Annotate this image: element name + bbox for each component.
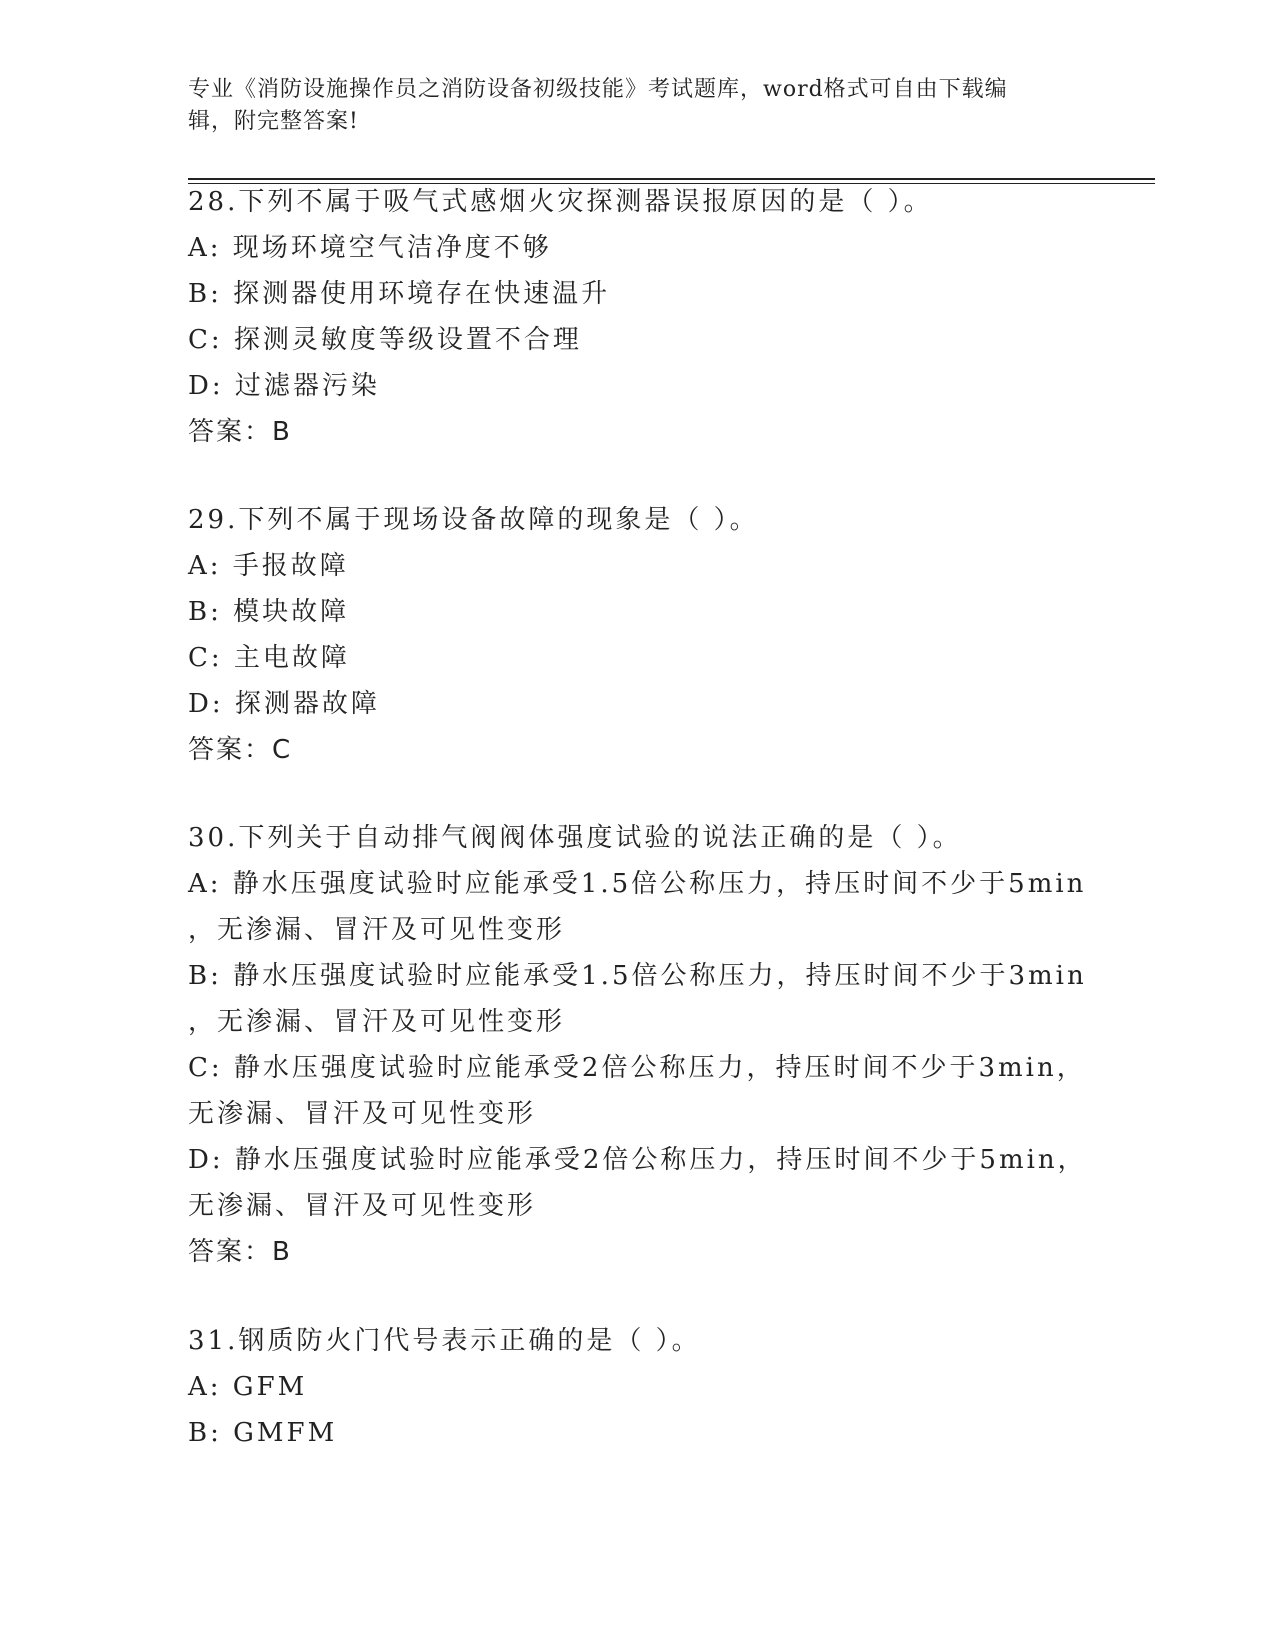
option-a-continued: ，无渗漏、冒汗及可见性变形 [188, 915, 566, 945]
question-stem: 29.下列不属于现场设备故障的现象是（ ）。 [188, 505, 759, 535]
answer-label: 答案：C [188, 735, 293, 765]
option-c: C: 主电故障 [188, 643, 350, 673]
question-stem: 30.下列关于自动排气阀阀体强度试验的说法正确的是（ ）。 [188, 823, 962, 853]
option-a: A: GFM [188, 1372, 308, 1402]
question-29 [188, 497, 1148, 773]
question-28 [188, 179, 1148, 455]
option-d: D: 探测器故障 [188, 689, 380, 719]
option-b: B: GMFM [188, 1418, 338, 1448]
option-d: D: 过滤器污染 [188, 371, 380, 401]
header-line-1: 专业《消防设施操作员之消防设备初级技能》考试题库，word格式可自由下载编 [188, 77, 1008, 102]
question-30 [188, 815, 1148, 1275]
option-c: C: 探测灵敏度等级设置不合理 [188, 325, 582, 355]
question-stem: 28.下列不属于吸气式感烟火灾探测器误报原因的是（ ）。 [188, 187, 933, 217]
option-b-continued: ，无渗漏、冒汗及可见性变形 [188, 1007, 566, 1037]
option-d: D: 静水压强度试验时应能承受2倍公称压力，持压时间不少于5min， [188, 1145, 1087, 1175]
option-a: A: 静水压强度试验时应能承受1.5倍公称压力，持压时间不少于5min [188, 869, 1087, 899]
question-stem: 31.钢质防火门代号表示正确的是（ ）。 [188, 1326, 701, 1356]
option-d-continued: 无渗漏、冒汗及可见性变形 [188, 1191, 537, 1221]
question-31 [188, 1318, 1148, 1456]
option-b: B: 模块故障 [188, 597, 350, 627]
option-a: A: 现场环境空气洁净度不够 [188, 233, 552, 263]
answer-label: 答案：B [188, 1237, 292, 1267]
header-line-2: 辑，附完整答案! [188, 109, 359, 134]
answer-label: 答案：B [188, 417, 292, 447]
option-b: B: 探测器使用环境存在快速温升 [188, 279, 611, 309]
option-b: B: 静水压强度试验时应能承受1.5倍公称压力，持压时间不少于3min [188, 961, 1087, 991]
option-c-continued: 无渗漏、冒汗及可见性变形 [188, 1099, 537, 1129]
option-c: C: 静水压强度试验时应能承受2倍公称压力，持压时间不少于3min， [188, 1053, 1086, 1083]
document-header [188, 74, 1088, 138]
option-a: A: 手报故障 [188, 551, 349, 581]
